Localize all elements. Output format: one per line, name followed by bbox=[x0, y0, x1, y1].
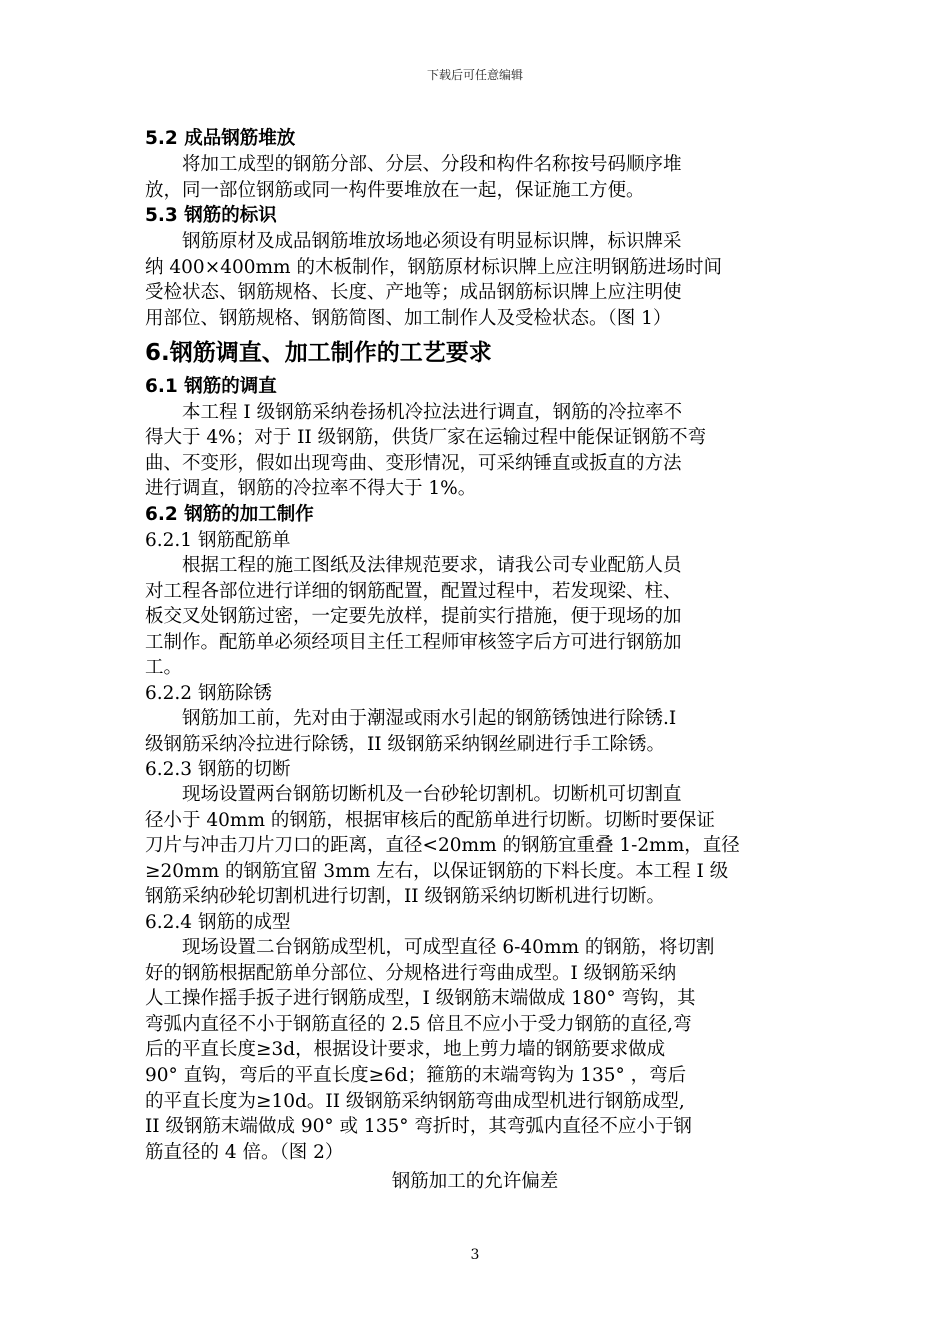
paragraph-line: 板交叉处钢筋过密，一定要先放样，提前实行措施，便于现场的加 bbox=[145, 606, 682, 628]
paragraph-5-2 bbox=[145, 152, 810, 203]
paragraph-line: 曲、不变形，假如出现弯曲、变形情况，可采纳锤直或扳直的方法 bbox=[145, 452, 682, 474]
paragraph-line: 钢筋加工前，先对由于潮湿或雨水引起的钢筋锈蚀进行除锈.I bbox=[145, 707, 677, 729]
paragraph-line: 钢筋采纳砂轮切割机进行切割，II 级钢筋采纳切断机进行切断。 bbox=[145, 886, 665, 908]
paragraph-line: 受检状态、钢筋规格、长度、产地等；成品钢筋标识牌上应注明使 bbox=[145, 282, 682, 304]
paragraph-line: 根据工程的施工图纸及法律规范要求，请我公司专业配筋人员 bbox=[145, 554, 682, 576]
heading-5-2: 5.2 成品钢筋堆放 bbox=[145, 128, 296, 149]
table-caption: 钢筋加工的允许偏差 bbox=[391, 1171, 559, 1192]
document-body bbox=[145, 126, 810, 1165]
paragraph-line: 放，同一部位钢筋或同一构件要堆放在一起，保证施工方便。 bbox=[145, 179, 645, 201]
paragraph-6-2-1 bbox=[145, 553, 810, 681]
paragraph-line: 钢筋原材及成品钢筋堆放场地必须设有明显标识牌，标识牌采 bbox=[145, 231, 682, 253]
paragraph-line: 本工程 I 级钢筋采纳卷扬机冷拉法进行调直，钢筋的冷拉率不 bbox=[145, 401, 683, 423]
paragraph-line: 径小于 40mm 的钢筋，根据审核后的配筋单进行切断。切断时要保证 bbox=[145, 809, 715, 831]
paragraph-line: 的平直长度为≥10d。II 级钢筋采纳钢筋弯曲成型机进行钢筋成型, bbox=[145, 1090, 685, 1112]
heading-6-2-2: 6.2.2 钢筋除锈 bbox=[145, 682, 272, 704]
paragraph-line: II 级钢筋末端做成 90° 或 135° 弯折时，其弯弧内直径不应小于钢 bbox=[145, 1116, 692, 1138]
heading-6-2-3: 6.2.3 钢筋的切断 bbox=[145, 759, 291, 781]
heading-6-2-4: 6.2.4 钢筋的成型 bbox=[145, 912, 291, 934]
heading-6-2: 6.2 钢筋的加工制作 bbox=[145, 503, 314, 525]
paragraph-line: 进行调直，钢筋的冷拉率不得大于 1%。 bbox=[145, 478, 477, 500]
paragraph-line: 得大于 4%；对于 II 级钢筋，供货厂家在运输过程中能保证钢筋不弯 bbox=[145, 427, 707, 449]
paragraph-line: 人工操作摇手扳子进行钢筋成型，I 级钢筋末端做成 180° 弯钩，其 bbox=[145, 988, 696, 1010]
paragraph-line: 级钢筋采纳冷拉进行除锈，II 级钢筋采纳钢丝刷进行手工除锈。 bbox=[145, 733, 665, 755]
heading-6: 6.钢筋调直、加工制作的工艺要求 bbox=[145, 339, 492, 366]
paragraph-6-2-3 bbox=[145, 782, 810, 910]
paragraph-line: 对工程各部位进行详细的钢筋配置，配置过程中，若发现梁、柱、 bbox=[145, 580, 682, 602]
paragraph-line: 好的钢筋根据配筋单分部位、分规格进行弯曲成型。I 级钢筋采纳 bbox=[145, 962, 677, 984]
heading-5-3: 5.3 钢筋的标识 bbox=[145, 205, 277, 227]
page-number: 3 bbox=[470, 1247, 480, 1263]
heading-6-2-1: 6.2.1 钢筋配筋单 bbox=[145, 529, 291, 551]
page-header: 下载后可任意编辑 bbox=[426, 68, 523, 82]
paragraph-6-2-2 bbox=[145, 706, 810, 757]
paragraph-line: 工。 bbox=[145, 657, 183, 679]
paragraph-5-3 bbox=[145, 229, 810, 331]
paragraph-line: 现场设置两台钢筋切断机及一台砂轮切割机。切断机可切割直 bbox=[145, 784, 682, 806]
paragraph-line: 刀片与冲击刀片刀口的距离，直径<20mm 的钢筋宜重叠 1-2mm，直径 bbox=[145, 835, 740, 857]
paragraph-line: 90° 直钩，弯后的平直长度≥6d；箍筋的末端弯钩为 135° ，弯后 bbox=[145, 1065, 687, 1087]
paragraph-line: 将加工成型的钢筋分部、分层、分段和构件名称按号码顺序堆 bbox=[145, 154, 682, 175]
paragraph-6-1 bbox=[145, 400, 810, 502]
paragraph-6-2-4 bbox=[145, 935, 810, 1165]
heading-6-1: 6.1 钢筋的调直 bbox=[145, 375, 277, 397]
paragraph-line: 用部位、钢筋规格、钢筋简图、加工制作人及受检状态。（图 1） bbox=[145, 307, 672, 329]
paragraph-line: 筋直径的 4 倍。（图 2） bbox=[145, 1141, 344, 1163]
paragraph-line: 工制作。配筋单必须经项目主任工程师审核签字后方可进行钢筋加 bbox=[145, 631, 682, 653]
paragraph-line: 弯弧内直径不小于钢筋直径的 2.5 倍且不应小于受力钢筋的直径,弯 bbox=[145, 1013, 692, 1035]
paragraph-line: 现场设置二台钢筋成型机，可成型直径 6-40mm 的钢筋，将切割 bbox=[145, 937, 715, 959]
paragraph-line: 纳 400×400mm 的木板制作，钢筋原材标识牌上应注明钢筋进场时间 bbox=[145, 256, 722, 278]
paragraph-line: 后的平直长度≥3d，根据设计要求，地上剪力墙的钢筋要求做成 bbox=[145, 1039, 666, 1061]
paragraph-line: ≥20mm 的钢筋宜留 3mm 左右，以保证钢筋的下料长度。本工程 I 级 bbox=[145, 860, 729, 882]
